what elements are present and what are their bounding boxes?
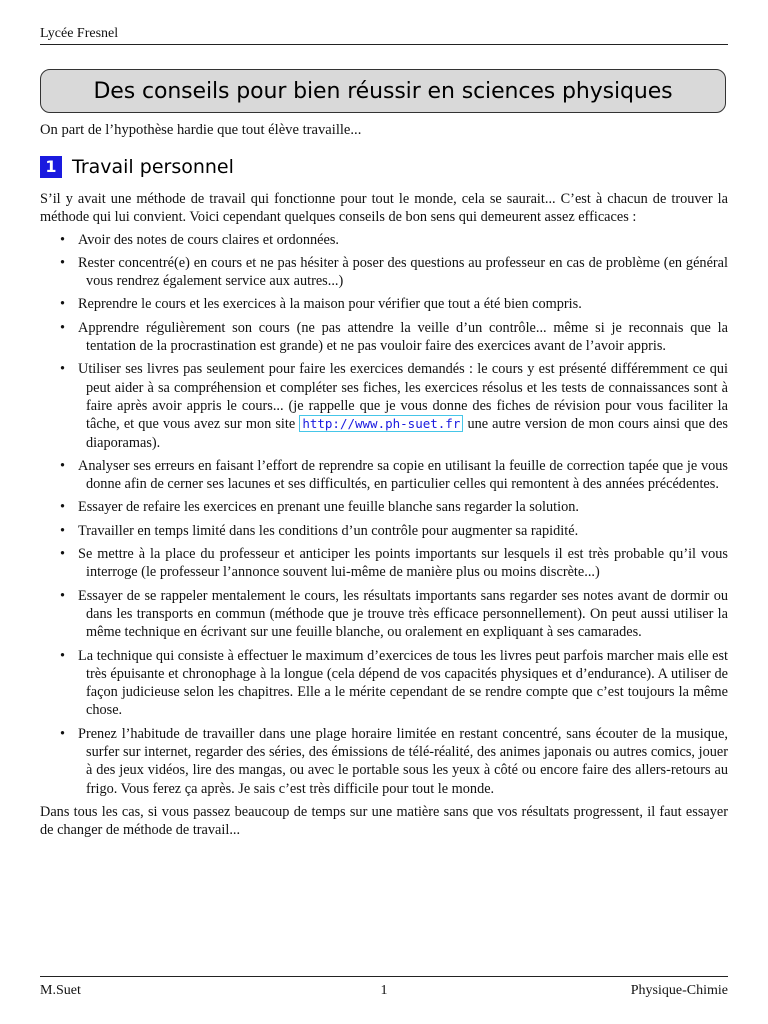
- advice-list: [40, 231, 728, 798]
- list-item: • Essayer de se rappeler mentalement le cours, les résultats importants sans regarder ses notes avant de dormir ou dans les transports en commun (méthode que je trouve très efficace personnellement). On peut aussi utiliser la même technique en écrivant sur une feuille blanche, ou oralement en expliquant à ses camarades.: [40, 587, 728, 642]
- page-number: 1: [380, 983, 388, 998]
- list-item: [40, 360, 728, 451]
- intro-text: On part de l’hypothèse hardie que tout élève travaille...: [40, 122, 362, 138]
- list-item: • Travailler en temps limité dans les conditions d’un contrôle pour augmenter sa rapidité.: [40, 522, 728, 540]
- list-item: • Prenez l’habitude de travailler dans une plage horaire limitée en restant concentré, sans écouter de la musique, surfer sur internet, regarder des séries, des émissions de télé-réalité, des animes japonais ou autres comics, jouer à des jeux vidéos, lire des mangas, ou avec le portable sous les yeux à côté ou encore faire des allers-retours au frigo. Vous ferez ça après. Je sais c’est très difficile pour tout le monde.: [40, 725, 728, 798]
- conclusion-paragraph: Dans tous les cas, si vous passez beaucoup de temps sur une matière sans que vos résultats progressent, il faut essayer de changer de méthode de travail...: [40, 803, 728, 839]
- list-item-text: une autre version de mon cours ainsi que des diaporamas).: [86, 416, 728, 451]
- list-item: • Essayer de refaire les exercices en prenant une feuille blanche sans regarder la solution.: [40, 498, 728, 516]
- list-item: • Rester concentré(e) en cours et ne pas hésiter à poser des questions au professeur en cas de problème (en général vous rendrez également service aux autres...): [40, 254, 728, 291]
- list-item: • Avoir des notes de cours claires et ordonnées.: [40, 231, 728, 249]
- page-header: [40, 26, 728, 42]
- list-item: • Reprendre le cours et les exercices à la maison pour vérifier que tout a été bien compris.: [40, 295, 728, 313]
- website-link[interactable]: http://www.ph-suet.fr: [299, 415, 463, 432]
- list-item: • Se mettre à la place du professeur et anticiper les points importants sur lesquels il est très probable qu’il vous interroge (le professeur l’annonce souvent lui-même de manière plus ou moins discrète...): [40, 545, 728, 582]
- document-page: [40, 0, 728, 1024]
- school-name: Lycée Fresnel: [40, 26, 119, 41]
- footer-author: M.Suet: [40, 983, 81, 998]
- footer-rule: [40, 976, 728, 977]
- header-rule: [40, 44, 728, 45]
- footer-subject: Physique-Chimie: [630, 983, 728, 998]
- document-title: Des conseils pour bien réussir en sciences physiques: [93, 78, 673, 104]
- title-box: [40, 69, 726, 113]
- section-body: [40, 190, 728, 840]
- list-item: • Apprendre régulièrement son cours (ne pas attendre la veille d’un contrôle... même si je reconnais que la tentation de la procrastination est grande) et ne pas vouloir faire des exercices avant de l’avoir appris.: [40, 319, 728, 356]
- list-item-text: Utiliser ses livres pas seulement pour faire les exercices demandés : le cours y est présenté différemment ce qui peut aider à sa compréhension et compléter ses fiches, les exercices résolus et les tests de connaissances sont à faire après avoir appris le cours... (je rappelle que je vous donne des fiches de révision pour vous faciliter la tâche, et que vous avez sur mon site: [78, 361, 728, 433]
- section-title: Travail personnel: [72, 156, 234, 178]
- section-paragraph: S’il y avait une méthode de travail qui fonctionne pour tout le monde, cela se saurait... C’est à chacun de trouver la méthode qui lui convient. Voici cependant quelques conseils de bon sens qui demeurent assez efficaces :: [40, 191, 728, 226]
- list-item: • Analyser ses erreurs en faisant l’effort de reprendre sa copie en utilisant la feuille de correction tapée que je vous donne afin de cerner ses lacunes et ses difficultés, en particulier celles qui remontent à des années précédentes.: [40, 457, 728, 494]
- list-item: • La technique qui consiste à effectuer le maximum d’exercices de tous les livres peut parfois marcher mais elle est très épuisante et chronophage à la longue (cela dépend de vos capacités physiques et d’endurance). A utiliser de façon judicieuse selon les chapitres. Elle a le mérite cependant de se rendre compte que c’est toujours la même chose.: [40, 647, 728, 720]
- section-heading: [40, 156, 234, 178]
- section-number: 1: [40, 156, 62, 178]
